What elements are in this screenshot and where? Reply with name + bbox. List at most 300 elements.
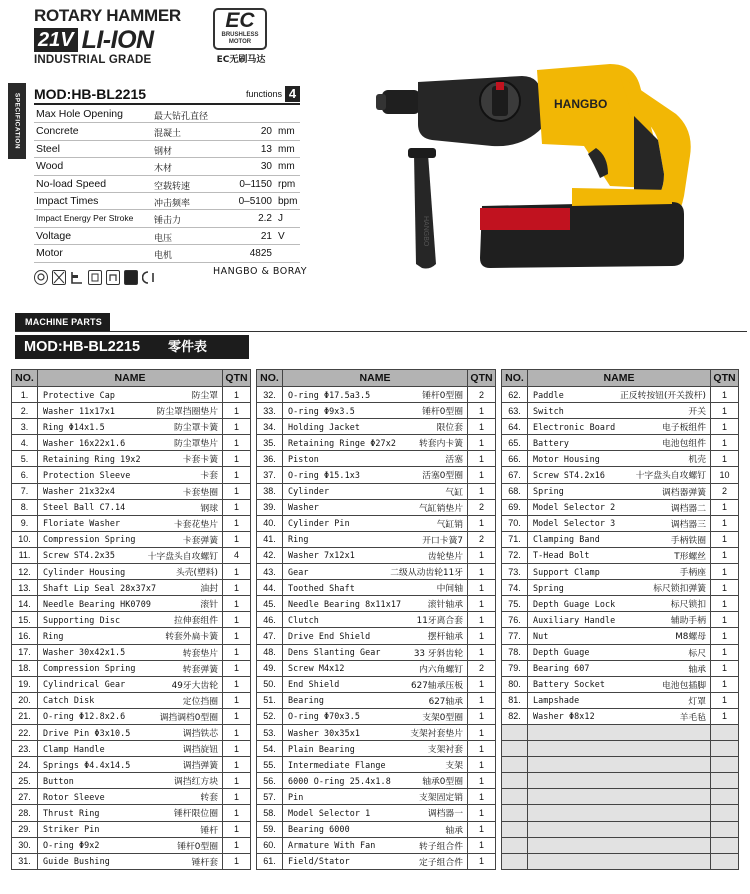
part-name-en: Gear bbox=[288, 566, 309, 577]
ec-caption: EC无刷马达 bbox=[216, 55, 266, 65]
part-quantity: 10 bbox=[711, 467, 739, 483]
table-row bbox=[12, 789, 251, 805]
empty-cell bbox=[502, 805, 528, 821]
empty-row bbox=[502, 789, 739, 805]
part-name-en: Supporting Disc bbox=[43, 614, 121, 625]
part-quantity: 1 bbox=[223, 515, 251, 531]
part-name-en: Cylinder Pin bbox=[288, 518, 350, 529]
spec-label-en: No-load Speed bbox=[36, 177, 107, 190]
part-name-cn: 定位挡圈 bbox=[181, 694, 218, 707]
aux-handle-label: HANGBO bbox=[422, 216, 429, 247]
part-number: 68. bbox=[502, 483, 528, 499]
part-quantity: 1 bbox=[468, 692, 496, 708]
part-name-en: Model Selector 3 bbox=[533, 518, 616, 529]
part-quantity: 1 bbox=[223, 564, 251, 580]
part-name bbox=[38, 547, 223, 563]
part-name-en: O-ring Φ12.8x2.6 bbox=[43, 711, 126, 722]
part-quantity: 1 bbox=[223, 837, 251, 853]
part-name bbox=[283, 483, 468, 499]
part-quantity: 1 bbox=[223, 387, 251, 403]
part-quantity: 1 bbox=[468, 547, 496, 563]
empty-cell bbox=[502, 741, 528, 757]
spec-value: 0–5100 bbox=[238, 195, 272, 207]
part-quantity: 1 bbox=[468, 564, 496, 580]
aux-handle-collar bbox=[408, 148, 436, 158]
part-name bbox=[528, 596, 711, 612]
part-name-en: Guide Bushing bbox=[43, 856, 110, 867]
table-row bbox=[502, 387, 739, 403]
table-row bbox=[12, 483, 251, 499]
table-row bbox=[502, 499, 739, 515]
part-name-cn: 转子组合件 bbox=[417, 839, 463, 852]
part-quantity: 1 bbox=[711, 580, 739, 596]
part-name-en: Ring bbox=[288, 534, 309, 545]
part-name-cn: 调档器一 bbox=[426, 806, 463, 819]
part-quantity: 1 bbox=[468, 628, 496, 644]
part-name-en: Depth Guage bbox=[533, 647, 590, 658]
part-quantity: 1 bbox=[711, 515, 739, 531]
part-name-en: Lampshade bbox=[533, 695, 580, 706]
spec-label-cn: 空载转速 bbox=[154, 181, 191, 192]
part-name bbox=[283, 676, 468, 692]
part-name-en: End Shield bbox=[288, 679, 340, 690]
drill-mode-icon bbox=[70, 270, 84, 285]
part-quantity: 1 bbox=[711, 564, 739, 580]
empty-row bbox=[502, 821, 739, 837]
part-quantity: 2 bbox=[711, 483, 739, 499]
part-number: 3. bbox=[12, 419, 38, 435]
part-name bbox=[38, 467, 223, 483]
part-name-en: Spring bbox=[533, 486, 564, 497]
part-number: 60. bbox=[257, 837, 283, 853]
double-insulation-icon bbox=[88, 270, 102, 285]
part-name bbox=[38, 499, 223, 515]
empty-row bbox=[502, 805, 739, 821]
part-quantity: 1 bbox=[223, 660, 251, 676]
battery-red-panel bbox=[480, 208, 570, 230]
part-quantity: 1 bbox=[711, 451, 739, 467]
part-quantity: 1 bbox=[468, 467, 496, 483]
part-quantity: 1 bbox=[468, 724, 496, 740]
empty-cell bbox=[528, 724, 711, 740]
part-name-en: Button bbox=[43, 775, 74, 786]
table-row bbox=[257, 596, 496, 612]
part-quantity: 1 bbox=[223, 419, 251, 435]
spec-label-en: Impact Times bbox=[36, 194, 99, 207]
certification-icons bbox=[34, 268, 156, 286]
part-name-cn: 辅助手柄 bbox=[669, 613, 706, 626]
parts-table-1 bbox=[11, 369, 251, 870]
table-row bbox=[257, 708, 496, 724]
part-name-en: Washer 7x12x1 bbox=[288, 550, 355, 561]
part-quantity: 1 bbox=[223, 676, 251, 692]
part-name bbox=[38, 837, 223, 853]
part-name bbox=[38, 387, 223, 403]
empty-cell bbox=[711, 789, 739, 805]
ec-logo-line1: BRUSHLESS bbox=[221, 32, 259, 38]
part-name-cn: 调挡红方块 bbox=[172, 774, 218, 787]
part-name-en: Clamp Handle bbox=[43, 743, 105, 754]
part-name bbox=[528, 660, 711, 676]
part-name-cn: 支架衬套 bbox=[426, 742, 463, 755]
part-name bbox=[38, 596, 223, 612]
battery-line bbox=[34, 28, 209, 52]
table-row bbox=[257, 628, 496, 644]
part-name-en: Washer 16x22x1.6 bbox=[43, 437, 126, 448]
table-row bbox=[12, 596, 251, 612]
rotary-hammer-illustration bbox=[372, 56, 712, 281]
part-name-cn: 支架衬套垫片 bbox=[408, 726, 463, 739]
table-row bbox=[502, 612, 739, 628]
spec-row bbox=[34, 176, 300, 193]
spec-label-en: Voltage bbox=[36, 229, 72, 242]
part-name-en: Needle Bearing 8x11x17 bbox=[288, 598, 402, 609]
part-name-cn: 电池包组件 bbox=[660, 436, 706, 449]
part-name-en: Nut bbox=[533, 630, 549, 641]
empty-row bbox=[502, 757, 739, 773]
part-name-cn: 卡套卡簧 bbox=[181, 452, 218, 465]
auxiliary-handle bbox=[414, 154, 436, 269]
parts-title-cn: 零件表 bbox=[168, 340, 208, 355]
spec-row bbox=[34, 158, 300, 175]
part-number: 32. bbox=[257, 387, 283, 403]
part-name bbox=[528, 419, 711, 435]
part-name-en: Ring bbox=[43, 630, 64, 641]
gearbox-housing bbox=[418, 76, 542, 146]
table-row bbox=[502, 628, 739, 644]
part-number: 58. bbox=[257, 805, 283, 821]
part-quantity: 1 bbox=[468, 789, 496, 805]
part-name bbox=[528, 531, 711, 547]
table-header-row bbox=[12, 370, 251, 387]
table-row bbox=[257, 531, 496, 547]
part-quantity: 1 bbox=[711, 499, 739, 515]
spec-label-en: Impact Energy Per Stroke bbox=[36, 213, 134, 224]
functions-count: 4 bbox=[285, 86, 300, 102]
part-name-cn: 627轴承压板 bbox=[409, 678, 463, 691]
part-name-cn: 调挡铁芯 bbox=[181, 726, 218, 739]
part-number: 16. bbox=[12, 628, 38, 644]
part-quantity: 1 bbox=[711, 403, 739, 419]
empty-row bbox=[502, 741, 739, 757]
part-name bbox=[528, 387, 711, 403]
part-name-cn: 限位套 bbox=[435, 420, 463, 433]
part-name bbox=[38, 676, 223, 692]
part-name bbox=[283, 435, 468, 451]
part-quantity: 1 bbox=[711, 419, 739, 435]
part-name-cn: 卡套垫圈 bbox=[181, 485, 218, 498]
part-number: 44. bbox=[257, 580, 283, 596]
header-name: NAME bbox=[528, 370, 711, 387]
part-number: 38. bbox=[257, 483, 283, 499]
part-name-en: Needle Bearing HK0709 bbox=[43, 598, 151, 609]
spec-label-en: Concrete bbox=[36, 125, 79, 138]
part-name-en: Depth Guage Lock bbox=[533, 598, 616, 609]
part-quantity: 1 bbox=[711, 708, 739, 724]
empty-row bbox=[502, 724, 739, 740]
part-quantity: 1 bbox=[223, 612, 251, 628]
part-name bbox=[528, 692, 711, 708]
part-name-cn: 卡套 bbox=[198, 468, 218, 481]
part-name-cn: 标尺锁扣 bbox=[669, 597, 706, 610]
table-row bbox=[257, 515, 496, 531]
part-number: 37. bbox=[257, 467, 283, 483]
part-number: 27. bbox=[12, 789, 38, 805]
table-row bbox=[12, 387, 251, 403]
part-name-cn: 锤杆 bbox=[198, 823, 218, 836]
part-name-en: Plain Bearing bbox=[288, 743, 355, 754]
part-number: 71. bbox=[502, 531, 528, 547]
part-number: 8. bbox=[12, 499, 38, 515]
part-name bbox=[38, 821, 223, 837]
part-name-cn: 机壳 bbox=[686, 452, 706, 465]
spec-label-cn: 钢材 bbox=[154, 146, 173, 157]
part-name-en: O-ring Φ70x3.5 bbox=[288, 711, 360, 722]
table-row bbox=[502, 515, 739, 531]
part-name-en: O-ring Φ9x3.5 bbox=[288, 405, 355, 416]
part-name-cn: 卡套花垫片 bbox=[172, 517, 218, 530]
part-name bbox=[38, 789, 223, 805]
table-row bbox=[12, 708, 251, 724]
part-name bbox=[38, 612, 223, 628]
part-name-en: Armature With Fan bbox=[288, 840, 376, 851]
part-quantity: 1 bbox=[223, 724, 251, 740]
part-number: 52. bbox=[257, 708, 283, 724]
spec-label-cn: 电机 bbox=[154, 251, 173, 262]
part-name bbox=[528, 628, 711, 644]
spec-unit: mm bbox=[278, 126, 295, 138]
part-quantity: 1 bbox=[711, 612, 739, 628]
ec-logo-line2: MOTOR bbox=[228, 39, 252, 45]
part-name bbox=[283, 724, 468, 740]
part-name-cn: 电池包插脚 bbox=[660, 678, 706, 691]
part-quantity: 2 bbox=[468, 499, 496, 515]
part-name bbox=[283, 515, 468, 531]
part-name-en: Pin bbox=[288, 791, 304, 802]
part-name-cn: 调挡旋钮 bbox=[181, 742, 218, 755]
empty-row bbox=[502, 773, 739, 789]
part-number: 77. bbox=[502, 628, 528, 644]
part-name-cn: 防尘罩卡簧 bbox=[172, 420, 218, 433]
part-number: 15. bbox=[12, 612, 38, 628]
part-name-cn: 滚针轴承 bbox=[426, 597, 463, 610]
part-number: 9. bbox=[12, 515, 38, 531]
part-name-cn: 支架 bbox=[443, 758, 463, 771]
part-quantity: 2 bbox=[468, 660, 496, 676]
part-name-en: 6000 O-ring 25.4x1.8 bbox=[288, 775, 391, 786]
part-name-cn: 钢球 bbox=[198, 501, 218, 514]
empty-cell bbox=[502, 773, 528, 789]
part-number: 18. bbox=[12, 660, 38, 676]
part-number: 73. bbox=[502, 564, 528, 580]
part-number: 2. bbox=[12, 403, 38, 419]
table-header-row bbox=[257, 370, 496, 387]
part-name-cn: 手柄铁圈 bbox=[669, 533, 706, 546]
part-name-en: O-ring Φ15.1x3 bbox=[288, 470, 360, 481]
part-name bbox=[283, 403, 468, 419]
table-row bbox=[12, 644, 251, 660]
part-quantity: 2 bbox=[468, 387, 496, 403]
table-row bbox=[502, 451, 739, 467]
part-name-en: Washer Φ8x12 bbox=[533, 711, 595, 722]
part-number: 61. bbox=[257, 853, 283, 869]
part-name-cn: 调档器弹簧 bbox=[660, 485, 706, 498]
part-number: 55. bbox=[257, 757, 283, 773]
part-name-cn: 羊毛毡 bbox=[678, 710, 706, 723]
part-quantity: 1 bbox=[223, 853, 251, 869]
part-number: 30. bbox=[12, 837, 38, 853]
part-number: 66. bbox=[502, 451, 528, 467]
li-ion-label: LI-ION bbox=[81, 26, 154, 54]
part-quantity: 1 bbox=[223, 531, 251, 547]
part-name bbox=[528, 435, 711, 451]
empty-cell bbox=[711, 837, 739, 853]
part-quantity: 1 bbox=[711, 435, 739, 451]
spec-model: MOD:HB-BL2215 bbox=[34, 86, 147, 102]
part-name bbox=[38, 692, 223, 708]
part-name-cn: 转套 bbox=[198, 790, 218, 803]
part-name-cn: 支架0型圈 bbox=[420, 710, 463, 723]
empty-cell bbox=[528, 789, 711, 805]
part-number: 14. bbox=[12, 596, 38, 612]
part-number: 65. bbox=[502, 435, 528, 451]
part-number: 56. bbox=[257, 773, 283, 789]
part-name-cn: 转套内卡簧 bbox=[417, 436, 463, 449]
spec-label-cn: 冲击频率 bbox=[154, 198, 191, 209]
part-number: 57. bbox=[257, 789, 283, 805]
part-name-cn: 627轴承 bbox=[427, 694, 463, 707]
part-name-cn: M8螺母 bbox=[673, 629, 706, 642]
part-name bbox=[528, 708, 711, 724]
part-name-en: Screw M4x12 bbox=[288, 663, 345, 674]
part-name bbox=[528, 483, 711, 499]
table-row bbox=[12, 435, 251, 451]
plus-badge-icon bbox=[124, 270, 138, 285]
part-number: 74. bbox=[502, 580, 528, 596]
part-number: 21. bbox=[12, 708, 38, 724]
part-name-cn: 11牙离合套 bbox=[415, 613, 463, 626]
part-name-en: Cylindrical Gear bbox=[43, 679, 126, 690]
part-name-en: Drive Pin Φ3x10.5 bbox=[43, 727, 131, 738]
table-row bbox=[502, 644, 739, 660]
spec-label-cn: 木材 bbox=[154, 164, 173, 175]
part-name-en: Washer bbox=[288, 502, 319, 513]
part-quantity: 1 bbox=[223, 580, 251, 596]
part-number: 78. bbox=[502, 644, 528, 660]
table-row bbox=[12, 467, 251, 483]
part-number: 70. bbox=[502, 515, 528, 531]
part-name bbox=[283, 387, 468, 403]
part-number: 11. bbox=[12, 547, 38, 563]
part-name bbox=[283, 547, 468, 563]
part-name-en: T-Head Bolt bbox=[533, 550, 590, 561]
empty-cell bbox=[502, 724, 528, 740]
part-name-en: Steel Ball C7.14 bbox=[43, 502, 126, 513]
part-number: 42. bbox=[257, 547, 283, 563]
part-quantity: 1 bbox=[223, 451, 251, 467]
part-name-cn: 调挡弹簧 bbox=[181, 758, 218, 771]
part-name-cn: 锤杆套 bbox=[190, 855, 218, 868]
part-name-en: O-ring Φ9x2 bbox=[43, 840, 100, 851]
table-row bbox=[12, 451, 251, 467]
table-row bbox=[12, 612, 251, 628]
part-number: 19. bbox=[12, 676, 38, 692]
part-number: 4. bbox=[12, 435, 38, 451]
part-name-cn: 标尺锁扣弹簧 bbox=[651, 581, 706, 594]
part-name-en: Motor Housing bbox=[533, 453, 600, 464]
spec-label-en: Wood bbox=[36, 160, 64, 173]
part-name-en: Protection Sleeve bbox=[43, 470, 131, 481]
mode-selector-grip bbox=[492, 86, 508, 116]
table-row bbox=[257, 483, 496, 499]
part-quantity: 1 bbox=[468, 451, 496, 467]
part-name-en: Battery Socket bbox=[533, 679, 605, 690]
part-number: 12. bbox=[12, 564, 38, 580]
table-row bbox=[12, 757, 251, 773]
part-number: 35. bbox=[257, 435, 283, 451]
part-name bbox=[528, 580, 711, 596]
spec-unit: V bbox=[278, 230, 285, 242]
part-number: 23. bbox=[12, 741, 38, 757]
part-number: 63. bbox=[502, 403, 528, 419]
part-name-cn: 十字盘头自攻螺钉 bbox=[634, 468, 706, 481]
battery-mount bbox=[572, 188, 672, 206]
part-name-en: Bearing 607 bbox=[533, 663, 590, 674]
part-quantity: 1 bbox=[223, 708, 251, 724]
part-name-en: Clamping Band bbox=[533, 534, 600, 545]
part-name-cn: 电子板组件 bbox=[660, 420, 706, 433]
part-quantity: 1 bbox=[223, 596, 251, 612]
functions-label: functions bbox=[245, 89, 282, 99]
part-name-cn: 正反转按钮(开关拨杆) bbox=[618, 388, 706, 401]
spec-table bbox=[34, 106, 300, 263]
part-name bbox=[528, 564, 711, 580]
part-name-en: Washer 30x35x1 bbox=[288, 727, 360, 738]
mode-button-icon bbox=[496, 82, 504, 90]
part-name bbox=[283, 467, 468, 483]
grade-label: INDUSTRIAL GRADE bbox=[34, 54, 152, 66]
table-row bbox=[502, 467, 739, 483]
chuck-nose bbox=[382, 90, 420, 114]
part-name bbox=[38, 515, 223, 531]
table-row bbox=[257, 419, 496, 435]
part-quantity: 1 bbox=[468, 403, 496, 419]
table-row bbox=[257, 853, 496, 869]
part-name bbox=[528, 403, 711, 419]
part-name-en: Rotor Sleeve bbox=[43, 791, 105, 802]
part-name-cn: 防尘罩 bbox=[190, 388, 218, 401]
hammer-mode-icon bbox=[106, 270, 120, 285]
part-number: 40. bbox=[257, 515, 283, 531]
empty-cell bbox=[528, 805, 711, 821]
part-number: 76. bbox=[502, 612, 528, 628]
part-quantity: 1 bbox=[223, 628, 251, 644]
empty-cell bbox=[502, 837, 528, 853]
part-name-en: Washer 11x17x1 bbox=[43, 405, 115, 416]
table-row bbox=[257, 724, 496, 740]
part-name-en: Bearing bbox=[288, 695, 324, 706]
part-name-en: Striker Pin bbox=[43, 824, 100, 835]
part-quantity: 1 bbox=[223, 435, 251, 451]
part-name-en: Compression Spring bbox=[43, 663, 136, 674]
part-quantity: 1 bbox=[468, 515, 496, 531]
part-name-cn: 二级从动齿轮11牙 bbox=[388, 565, 463, 578]
spec-row bbox=[34, 123, 300, 140]
table-row bbox=[502, 531, 739, 547]
part-name-cn: 锤杆限位圈 bbox=[172, 806, 218, 819]
part-quantity: 1 bbox=[223, 773, 251, 789]
part-name-en: Bearing 6000 bbox=[288, 824, 350, 835]
